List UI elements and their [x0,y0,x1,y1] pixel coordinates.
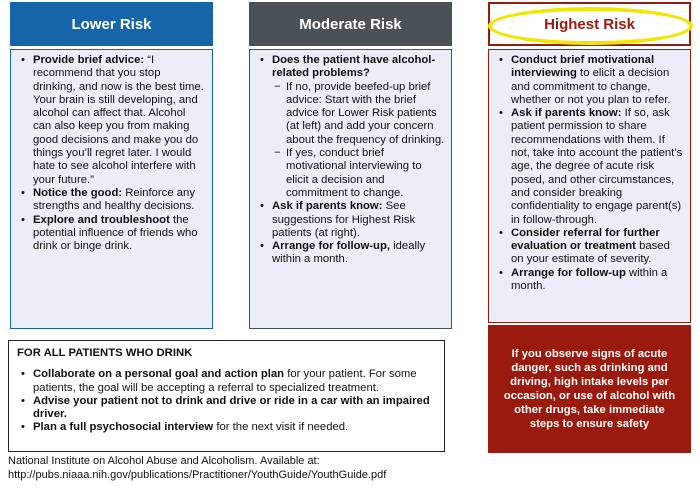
list-item: • Conduct brief motivational interviewing to elicit a decision and commitment to change, whether or not you plan to refer. [511,54,684,107]
list-item: • Ask if parents know: If so, ask patient permission to share recommendations with them. If not, take into account the patient’s age, the degree of acute risk posed, and other circumstances, and consider breaking confidentiality to engage parent(s) in follow-through. [511,107,684,227]
lower-risk-header [10,2,213,46]
lower-risk-title: Lower Risk [71,15,152,33]
list-item: • Arrange for follow-up, ideally within a month. [272,240,445,267]
list-item: • Plan a full psychosocial interview for the next visit if needed. [33,421,436,434]
list-item: • Explore and troubleshoot the potential influence of friends who drink or binge drink. [33,214,206,254]
all-patients-title: FOR ALL PATIENTS WHO DRINK [17,347,193,359]
moderate-risk-panel [249,49,452,329]
moderate-risk-title: Moderate Risk [299,15,402,33]
lower-risk-panel [10,49,213,329]
acute-danger-alert [488,325,691,453]
source-citation [8,454,386,482]
highest-risk-title: Highest Risk [544,15,635,33]
source-line: National Institute on Alcohol Abuse and Alcoholism. Available at: [8,455,320,467]
list-item: • Notice the good: Reinforce any strengths and healthy decisions. [33,187,206,214]
sub-list-item: − If no, provide beefed-up brief advice: Start with the brief advice for Lower Risk patients (at left) and add your concern about the frequency of drinking. [286,81,445,147]
list-item: • Advise your patient not to drink and drive or ride in a car with an impaired driver. [33,395,436,422]
sub-list-item: − If yes, conduct brief motivational interviewing to elicit a decision and commitment to change. [286,147,445,200]
highest-risk-panel [488,49,691,323]
alert-text: If you observe signs of acute danger, such as drinking and driving, high intake levels per occasion, or use of alcohol with other drugs, take immediate steps to ensure safety [503,348,676,430]
list-item: • Does the patient have alcohol-related problems? − If no, provide beefed-up brief advice: Start with the brief advice for Lower Risk patients (at left) and add your concern about the frequency of drinking. − If yes, conduct brief motivational interviewing to elicit a decision and commitment to change. [272,54,445,200]
list-item: • Collaborate on a personal goal and action plan for your patient. For some patients, the goal will be accepting a referral to specialized treatment. [33,368,436,395]
list-item: • Arrange for follow-up within a month. [511,267,684,294]
source-url: http://pubs.niaaa.nih.gov/publications/Practitioner/YouthGuide/YouthGuide.pdf [8,469,387,481]
list-item: • Ask if parents know: See suggestions for Highest Risk patients (at right). [272,200,445,240]
highest-risk-header [488,2,691,46]
all-patients-box [8,340,445,452]
moderate-risk-header [249,2,452,46]
list-item: • Consider referral for further evaluation or treatment based on your estimate of severity. [511,227,684,267]
list-item: • Provide brief advice: “I recommend that you stop drinking, and now is the best time. Your brain is still developing, and alcohol can affect that. Alcohol can also keep you from making good decisions and make you do things you’ll regret later. I would hate to see alcohol interfere with your future.” [33,54,206,187]
